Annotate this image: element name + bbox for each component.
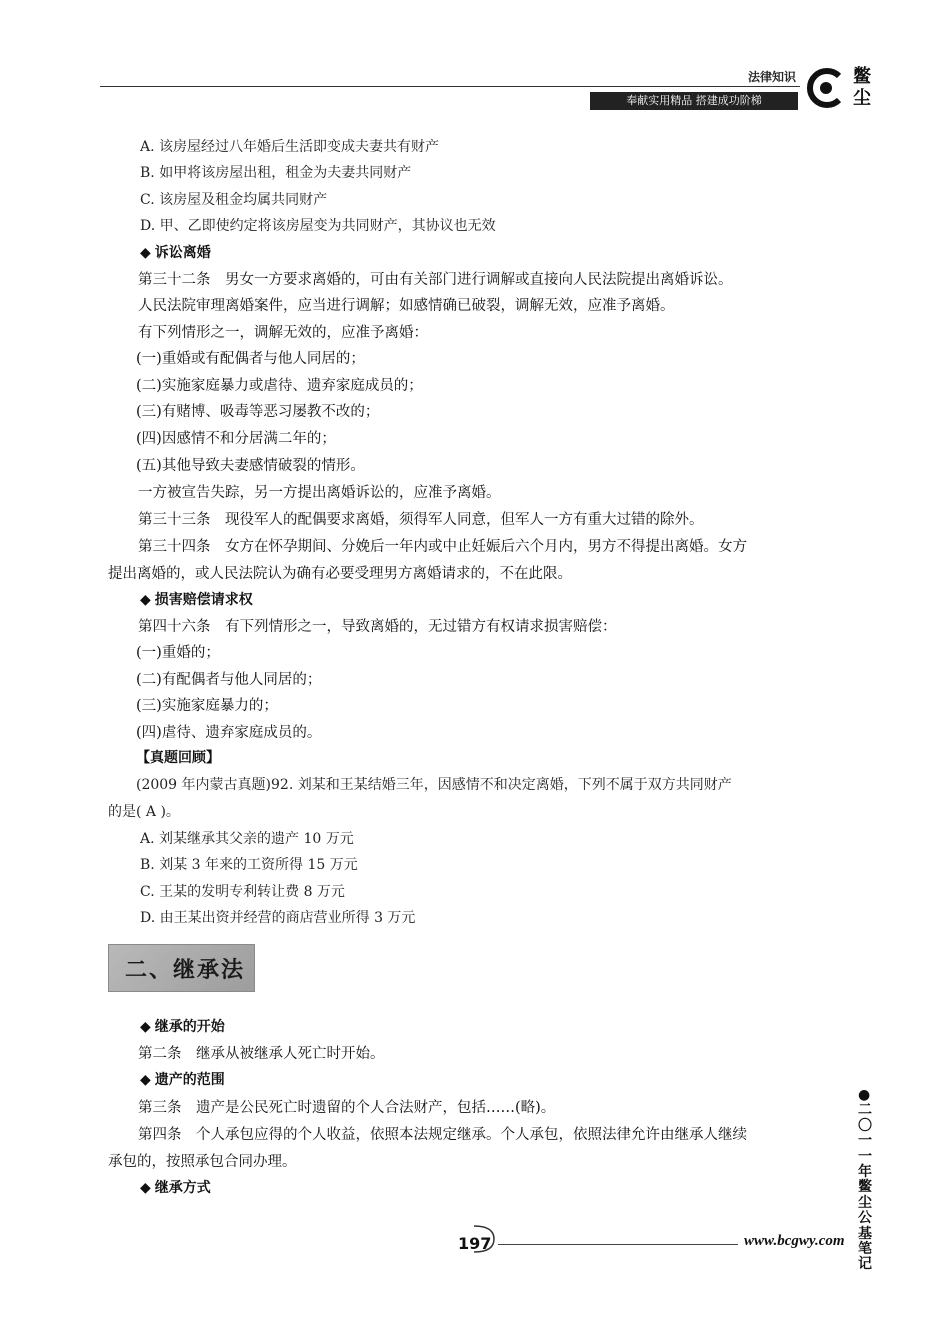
section-banner xyxy=(108,944,255,992)
review-option: D. 由王某出资并经营的商店营业所得 3 万元 xyxy=(140,910,416,926)
article-text: 提出离婚的，或人民法院认为确有必要受理男方离婚请求的，不在此限。 xyxy=(108,566,572,582)
header-category: 法律知识 xyxy=(748,70,797,84)
article-list-item: (四)因感情不和分居满二年的； xyxy=(136,431,336,447)
page-number-arc-icon xyxy=(470,1224,496,1254)
question-option: A. 该房屋经过八年婚后生活即变成夫妻共有财产 xyxy=(140,139,440,155)
section-heading: ◆ 损害赔偿请求权 xyxy=(140,592,253,608)
article-list-item: (五)其他导致夫妻感情破裂的情形。 xyxy=(136,458,365,474)
article-list-item: (三)实施家庭暴力的； xyxy=(136,698,278,714)
target-logo-icon xyxy=(806,68,846,108)
section-heading: ◆ 继承方式 xyxy=(140,1180,211,1196)
article-list-item: (一)重婚或有配偶者与他人同居的； xyxy=(136,351,365,367)
article-text: 一方被宣告失踪，另一方提出离婚诉讼的，应准予离婚。 xyxy=(138,485,501,501)
question-option: B. 如甲将该房屋出租，租金为夫妻共同财产 xyxy=(140,165,412,181)
review-option: C. 王某的发明专利转让费 8 万元 xyxy=(140,884,345,900)
section-heading: ◆ 遗产的范围 xyxy=(140,1072,225,1088)
review-option: A. 刘某继承其父亲的遗产 10 万元 xyxy=(140,831,354,847)
article-text: 承包的，按照承包合同办理。 xyxy=(108,1154,297,1170)
article-text: 第二条 继承从被继承人死亡时开始。 xyxy=(138,1046,385,1062)
article-text: 第三十三条 现役军人的配偶要求离婚，须得军人同意，但军人一方有重大过错的除外。 xyxy=(138,512,704,528)
section-heading: ◆ 诉讼离婚 xyxy=(140,245,211,261)
article-text: 第三十四条 女方在怀孕期间、分娩后一年内或中止妊娠后六个月内，男方不得提出离婚。女方 xyxy=(138,539,747,555)
section-heading: ◆ 继承的开始 xyxy=(140,1019,225,1035)
page-number: 197 xyxy=(458,1234,492,1253)
article-list-item: (三)有赌博、吸毒等恶习屡教不改的； xyxy=(136,404,380,420)
header-rule xyxy=(100,86,800,87)
question-option: D. 甲、乙即使约定将该房屋变为共同财产，其协议也无效 xyxy=(140,218,496,234)
review-question: 的是( A )。 xyxy=(108,804,180,820)
article-text: 第四条 个人承包应得的个人收益，依照本法规定继承。个人承包，依照法律允许由继承人继续 xyxy=(138,1127,747,1143)
footer-url[interactable]: www.bcgwy.com xyxy=(744,1233,845,1249)
article-list-item: (二)有配偶者与他人同居的； xyxy=(136,672,322,688)
diamond-bullet-icon: ◆ xyxy=(140,1180,151,1196)
article-list-item: (四)虐待、遗弃家庭成员的。 xyxy=(136,725,322,741)
diamond-bullet-icon: ◆ xyxy=(140,245,151,261)
diamond-bullet-icon: ◆ xyxy=(140,1072,151,1088)
article-text: 人民法院审理离婚案件，应当进行调解；如感情确已破裂，调解无效，应准予离婚。 xyxy=(138,298,675,314)
article-list-item: (一)重婚的； xyxy=(136,645,220,661)
article-list-item: (二)实施家庭暴力或虐待、遗弃家庭成员的； xyxy=(136,378,423,394)
footer-rule xyxy=(498,1244,738,1245)
header-slogan: 奉献实用精品 搭建成功阶梯 xyxy=(590,92,798,110)
article-text: 第三十二条 男女一方要求离婚的，可由有关部门进行调解或直接向人民法院提出离婚诉讼。 xyxy=(138,272,733,288)
article-text: 第四十六条 有下列情形之一，导致离婚的，无过错方有权请求损害赔偿： xyxy=(138,619,617,635)
logo-text: 鳖尘 xyxy=(853,66,871,109)
diamond-bullet-icon: ◆ xyxy=(140,592,151,608)
review-heading: 【真题回顾】 xyxy=(136,750,220,766)
article-text: 第三条 遗产是公民死亡时遗留的个人合法财产，包括……(略)。 xyxy=(138,1100,556,1116)
section-banner-title: 二、继承法 xyxy=(125,958,246,983)
review-question: (2009 年内蒙古真题)92. 刘某和王某结婚三年，因感情不和决定离婚，下列不属于双方共同财产 xyxy=(136,777,732,793)
question-option: C. 该房屋及租金均属共同财产 xyxy=(140,192,328,208)
article-text: 有下列情形之一，调解无效的，应准予离婚： xyxy=(138,325,428,341)
side-title: ●二〇一一年鳖尘公基笔记 xyxy=(858,1087,872,1273)
diamond-bullet-icon: ◆ xyxy=(140,1019,151,1035)
review-option: B. 刘某 3 年来的工资所得 15 万元 xyxy=(140,857,358,873)
